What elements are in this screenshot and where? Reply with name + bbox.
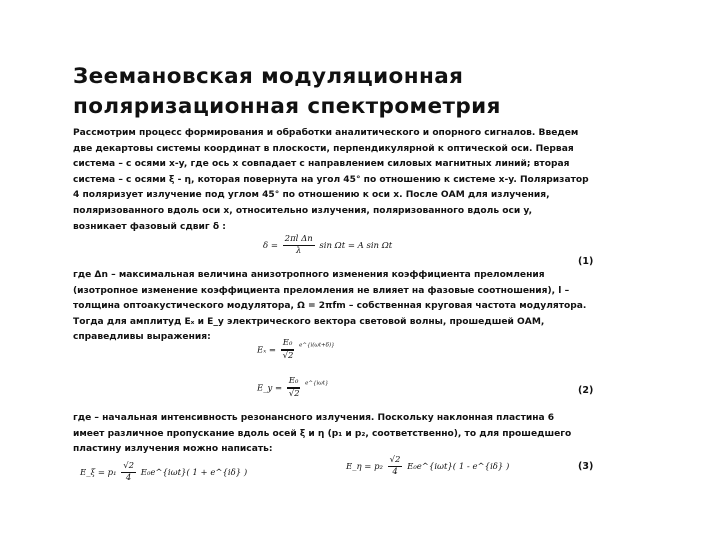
eq3b-rhs: E₀e^{iωt}( 1 - e^{iδ} ) [407, 462, 510, 472]
text-line: возникает фазовый сдвиг δ : [73, 221, 226, 232]
eq2a-fraction [281, 338, 295, 362]
eq3b-denominator: 4 [392, 467, 398, 477]
equation-3a [80, 461, 247, 484]
eq3a-numerator: √2 [123, 461, 135, 471]
paragraph-transmission [73, 411, 673, 458]
eq3a-lhs: E_ξ = p₁ [80, 468, 117, 478]
paragraph-definitions [73, 268, 673, 346]
text-line: имеет различное пропускание вдоль осей ξ и η (p₁ и p₂, соответственно), то для прошедшего [73, 428, 572, 439]
equation-1-number: (1) [578, 256, 594, 267]
eq2a-denominator: √2 [282, 351, 294, 361]
text-line: справедливы выражения: [73, 332, 211, 343]
text-line: 4 поляризует излучение под углом 45° по отношению к оси x. После ОАМ для излучения, [73, 190, 550, 201]
text-line: система – с осями x-y, где ось x совпадает с направлением силовых магнитных линий; вторая [73, 159, 570, 170]
eq3b-fraction [388, 455, 403, 478]
text-line: две декартовы системы координат в плоскости, перпендикулярной к оптической оси. Первая [73, 143, 574, 154]
eq2b-fraction [287, 376, 301, 400]
eq2b-lhs: E_y = [257, 383, 283, 394]
equation-3b [346, 455, 509, 478]
eq3a-denominator: 4 [125, 473, 132, 483]
eq3b-lhs: E_η = p₂ [346, 462, 383, 472]
slide-title [73, 62, 673, 122]
paragraph-intro [73, 126, 673, 235]
text-line: толщина оптоакустического модулятора, Ω = 2πfm – собственная круговая частота модулятора. [73, 301, 587, 312]
eq2b-exponent: e^{iωt} [305, 380, 329, 387]
text-line: (изотропное изменение коэффициента преломления не влияет на фазовые соотношения), l – [73, 285, 570, 296]
eq3b-numerator: √2 [389, 455, 401, 465]
eq2a-lhs: Eₓ = [257, 345, 277, 356]
title-line-1: Зеемановская модуляционная [73, 64, 464, 89]
equation-1 [263, 234, 392, 257]
eq1-denominator: λ [295, 246, 302, 256]
text-line: Тогда для амплитуд Eₓ и E_y электрического вектора световой волны, прошедшей ОАМ, [73, 316, 545, 327]
text-line: Рассмотрим процесс формирования и обработки аналитического и опорного сигналов. Введем [73, 128, 579, 138]
eq1-fraction [283, 234, 315, 257]
eq2a-exponent: e^{i(ωt+δ)} [299, 342, 335, 349]
text-line: система – с осями ξ - η, которая повернута на угол 45° по отношению к системе x-y. Поляризатор [73, 174, 589, 185]
text-line: где Δn – максимальная величина анизотропного изменения коэффициента преломления [73, 270, 545, 280]
eq3a-fraction [121, 461, 136, 484]
eq2b-numerator: E₀ [288, 376, 299, 386]
eq1-lhs: δ = [263, 241, 278, 251]
equation-2-number: (2) [578, 385, 594, 396]
eq2b-denominator: √2 [288, 389, 300, 399]
text-line: пластину излучения можно написать: [73, 444, 273, 455]
eq2a-numerator: E₀ [282, 338, 293, 348]
text-line: где – начальная интенсивность резонансного излучения. Поскольку наклонная пластина 6 [73, 413, 555, 423]
equation-2b [257, 376, 328, 400]
equation-3-number: (3) [578, 461, 594, 472]
text-line: поляризованного вдоль оси x, относительно излучения, поляризованного вдоль оси y, [73, 205, 533, 216]
eq1-rhs: sin Ωt = A sin Ωt [319, 241, 393, 251]
title-line-2: поляризационная спектрометрия [73, 94, 501, 119]
equation-2a [257, 338, 335, 362]
eq3a-rhs: E₀e^{iωt}( 1 + e^{iδ} ) [140, 468, 248, 478]
eq1-numerator: 2πl Δn [284, 234, 313, 244]
